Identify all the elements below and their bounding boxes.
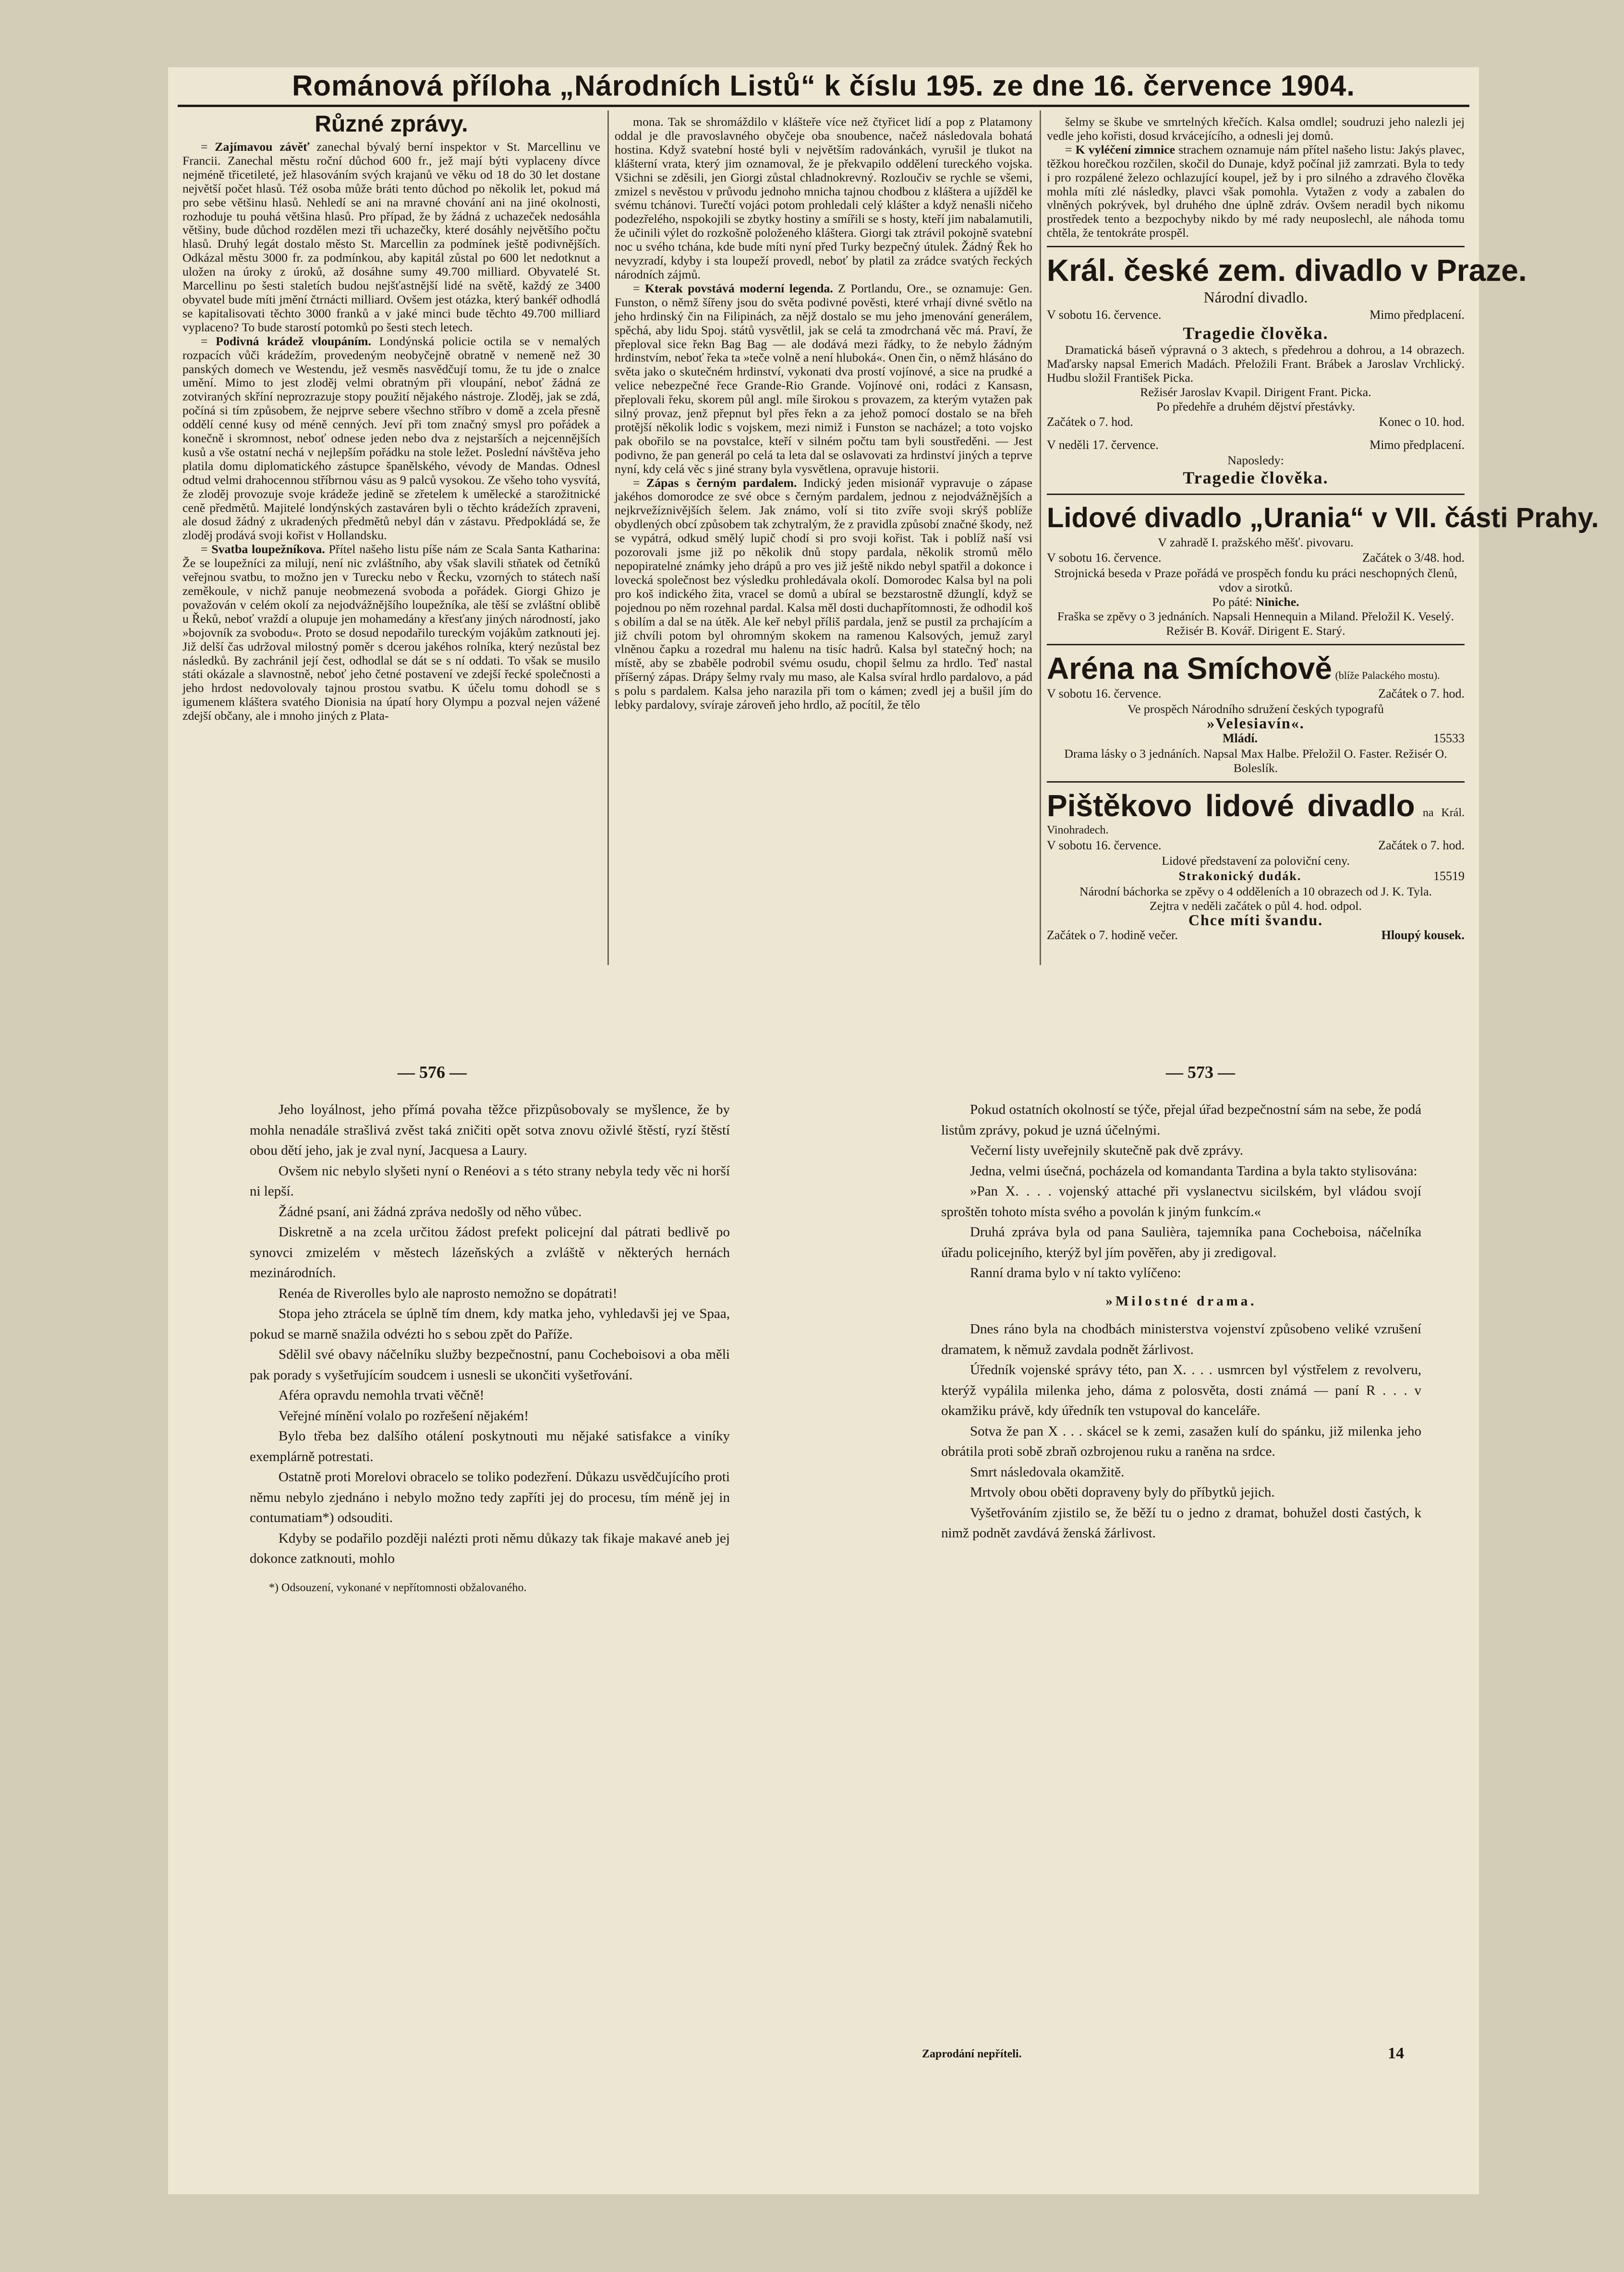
theatre-separator xyxy=(1047,644,1465,645)
evening-start: Začátek o 7. hodině večer. xyxy=(1047,928,1178,942)
column-3-articles xyxy=(1047,115,1465,240)
organizer: Strojnická beseda v Praze pořádá ve prospěch fondu ku práci neschopných členů, vdov a sirotků. xyxy=(1054,566,1457,594)
article-text: strachem oznamuje nám přítel našeho listu: Jakýs plavec, těžkou horečkou rozčilen, skočil do Dunaje, když počínal již zamrzati. Byla to tedy i pro rozpálené železo ochlazující koupel, jež by i pro silného a zdravého člověka mohla míti zlé následky, plavci však pomohla. Vytažen z vody a zabalen do vlněných pokrývek, byl druhého dne úplně zdráv. Ovšem neradil bych nikomu prostředek tento a bezpochyby nikdo by mé rady neuposlechl, ale náhoda tomu chtěla, že tentokráte prospěl. xyxy=(1047,142,1465,240)
page-number-right: — 573 — xyxy=(1166,1063,1235,1082)
lower-left-page xyxy=(250,1100,730,1598)
page-number-left: — 576 — xyxy=(398,1063,467,1082)
price-note: Lidové představení za poloviční ceny. xyxy=(1162,853,1350,868)
performance-date: V sobotu 16. července. xyxy=(1047,838,1162,852)
performance-date-2: V neděli 17. července. xyxy=(1047,437,1159,452)
play-description: Národní báchorka se zpěvy o 4 odděleních a 10 obrazech od J. K. Tyla. xyxy=(1079,884,1432,898)
story-paragraph: Diskretně a na zcela určitou žádost prefekt policejní dal pátrati bedlivě po synovci zmizelém v městech lázeňských a zvláště v některých hernách mezinárodních. xyxy=(250,1224,730,1281)
benefit-note: Ve prospěch Národního sdružení českých typografů xyxy=(1127,701,1384,716)
story-paragraph: Jeho loyálnost, jeho přímá povaha těžce přizpůsobovaly se myšlence, že by mohla nenadále strašlivá zvěst taká zničiti opět sotva znovu oživlé štěstí, ryzí štěstí obou dětí jeho, jak je zval nyní, Jacquesa a Laury. xyxy=(250,1102,730,1158)
start-time: Začátek o 3/48. hod. xyxy=(1362,550,1465,565)
story-paragraph: Dnes ráno byla na chodbách ministerstva vojenství způsobeno veliké vzrušení dramatem, k němuž zavdala podnět žárlivost. xyxy=(941,1321,1421,1357)
story-paragraph: »Pan X. . . . vojenský attaché při vyslanectvu sicilském, byl vládou svojí sproštěn tohoto místa svého a povolán k jiným funkcím.« xyxy=(941,1184,1421,1220)
story-paragraph: Ovšem nic nebylo slyšeti nyní o Renéovi a s této strany nebyla tedy věc ni horší ni lepší. xyxy=(250,1163,730,1199)
theatre-separator xyxy=(1047,781,1465,783)
subscription-note: Mimo předplacení. xyxy=(1369,308,1465,322)
play-title: Niniche. xyxy=(1255,594,1299,609)
venue: V zahradě I. pražského měšť. pivovaru. xyxy=(1158,535,1354,549)
story-paragraph: Ranní drama bylo v ní takto vylíčeno: xyxy=(970,1265,1181,1281)
article-text: Londýnská policie octila se v nemalých rozpacích vůči krádežím, provedeným neobyčejně obratně v nemeně než 30 panských domech ve Westendu, jež vesměs nasvědčují tomu, že tu jde o znalce umění. Mimo to jest zloděj velmi obratným při vloupání, neboť žádná ze zotviraných skříní neprozrazuje stopy použití nějakého nástroje. Zloděj, jak se zdá, počíná si tím způsobem, že nejprve sebere všechno stříbro v domě a zcela přesně oddělí cenné kusy od méně cenných. Jeví při tom značný smysl pro pořádek a konečně i skromnost, neboť odnese jeden nebo dva z nejstarších a nejcennějších kusů a vše ostatní nechá v nejlepším pořádku na stole ležet. Poslední návštěva jeho platila domu diplomatického zástupce španělského, vévody de Mandas. Odnesl odtud velmi drahocennou stříbrnou vásu as 9 palců vysokou. Ze všeho toho vysvítá, že zloděj provozuje svoje krádeže jedině se zřetelem k umělecké a starožitnické ceně předmětů. Majitelé londýnských zastaváren byli o těchto krádežích zpraveni, ale dosud žádný z ukradených předmětů nebyl dán v zástavu. Předpokládá se, že zloděj prodává svoji kořist v Hollandsku. xyxy=(182,334,601,543)
column-divider-1 xyxy=(607,110,609,965)
story-paragraph: Renéa de Riverolles bylo ale naprosto nemožno se dopátrati! xyxy=(279,1285,618,1301)
play-title-2: Tragedie člověka. xyxy=(1183,468,1329,487)
theatre-separator xyxy=(1047,246,1465,247)
sheet-number: 14 xyxy=(1388,2044,1404,2062)
lower-right-page xyxy=(941,1100,1421,1544)
story-paragraph: Veřejné mínění volalo po rozřešení nějakém! xyxy=(279,1408,529,1424)
article-paragraph: = Zápas s černým pardalem. Indický jeden misionář vypravuje o zápase jakéhos domorodce ze své obce s černým pardalem, jednou z nejodvážnějších a nejkrvežíznivějších šelem. Jak známo, volí si tito zvíře svoji skrýš poblíže obydlených obcí způsobem tak zchytralým, že z pravidla způsobí značné škody, než se vypátrá, odkud smělý lupič chodí si pro svoji kořist. Tak i poblíž naší vsi pozorovali jsme již po několik dnů stopy pardala, několik stromů mělo nepopiratelné známky jeho drápů a pro ves již ještě nikdo nebyl spatřil a dokonce i lovecká společnost bez výsledku prohledávala okolí. Domorodec Kalsa byl na poli pro koš indického žita, vracel se domů a ubíral se bezstarostně džunglí, když se pojednou po něm rozehnal pardal. Kalsa měl dosti duchapřítomnosti, že odhodil koš s obilím a dal se na útěk. Ale keř nebyl příliš pardala, jenž se pustil za prchajícím a již chvíli potom byl ohromným skokem na ramenou Kalsových, jemuž zaryl vlněnou čapku a rozedral mu halenu na tisíc hadrů. Kalsa byl statečný hoch; na místě, aby se zbaběle podrobil svému osudu, chopil šelmu za hrdlo. Teď nastal příšerný zápas. Drápy šelmy rvaly mu maso, ale Kalsa svíral hrdlo pardalovo, a pád s polu s pardalem. Kalsa jeho narazila při tom o kámen; zvedl jej a bušil jím do lebky pardalovy, svíraje zároveň jeho hrdlo, až pocítil, že tělo xyxy=(615,475,1032,712)
theatre-title: Aréna na Smíchově xyxy=(1047,651,1332,686)
lower-left-text xyxy=(250,1100,730,1569)
ad-number: 15533 xyxy=(1433,731,1465,745)
article-text: mona. Tak se shromáždilo v klášteře více než čtyřicet lidí a pop z Platamony oddal je dle pravoslavného obyčeje oba snoubence, načež následovala bohatá hostina. Když svatební hosté byli v největším radovánkách, vyrušil je tlukot na klášterní vrata, který jim oznamoval, že je překvapilo oddělení tureckého vojska. Všichni se zděsili, jen Giorgi zůstal chladnokrevný. Rozloučiv se rychle se všemi, zmizel s nevěstou v průvodu jednoho mnicha tajnou chodbou z kláštera a ujížděl ke svému tchánovi. Turečtí vojáci potom prohledali celý klášter a když nenašli ničeho podezřelého, nspokojili se zbytky hostiny a smířili se s hosty, kteří jim nabalamutili, že učinili výlet do rozkošně položeného kláštera. Giorgi tak ztrávil pokojně svatební noc u svého tchána, kde bude míti nyní před Turky bezpečný útulek. Žádný Řek ho nevyzradí, kdyby i sta loupeží provedl, neboť by platil za zrádce svatých řeckých národních zájmů. xyxy=(615,115,1032,281)
column-2-articles xyxy=(615,115,1032,712)
story-paragraph: Druhá zpráva byla od pana Saulièra, tajemníka pana Cocheboisa, náčelníka úřadu policejního, kterýž byl jím pověřen, aby ji zredigoval. xyxy=(941,1224,1421,1260)
subscription-note-2: Mimo předplacení. xyxy=(1369,437,1465,452)
pause-note: Po předehře a druhém dějství přestávky. xyxy=(1156,399,1355,413)
play-title-3: Hloupý kousek. xyxy=(1381,928,1465,942)
chapter-footer: Zaprodání nepříteli. xyxy=(922,2048,1022,2060)
title-note: na Král. Vinohradech. xyxy=(1047,806,1465,836)
article-text: Přítel našeho listu píše nám ze Scala Santa Katharina: Že se loupežníci za milují, není nic zvláštního, aby však slavili stňatek od četníků veřejnou svatbu, to možno jen v Turecku nebo v Řecku, vzorných to státech naší zeměkoule, v nichž panuje neobmezená svoboda a pořádek. Giorgi Ghizo je považován v celém okolí za nejodvážnějšího loupežníka, ale těší se zvláštní oblibě u Řeků, neboť vraždí a olupuje jen mohamedány a křesťany jiných národností, jako »bojovník za svobodu«. Proto se dosud nepodařilo tureckým vojákům zatknouti jej. Již delší čas udržoval milostný poměr s dcerou jakéhos rolníka, který nezůstal bez následků. By zachránil její čest, odhodlal se dát se s ní oddati. To však se musilo státi okázale a slavnostně, neboť jeho četné postavení ve zdejší řecké společnosti a jeho hrdost nedovolovaly tajnou prostou svatbu. K účelu tomu dohodl se s igumenem kláštera svatého Dionisia na úpatí hory Olympu a pozval nejen vážené zdejší občany, ale i mnoho jiných z Plata- xyxy=(182,542,600,723)
section-title: Různé zprávy. xyxy=(315,111,468,137)
article-heading: K vyléčení zimnice xyxy=(1075,142,1176,157)
story-paragraph: Žádné psaní, ani žádná zpráva nedošly od něho vůbec. xyxy=(279,1204,582,1220)
article-text: Indický jeden misionář vypravuje o zápase jakéhos domorodce ze své obce s černým pardalem, jednou z nejodvážnějších a nejkrvežíznivějších šelem. Jak známo, volí si tito zvíře svoji skrýš poblíže obydlených obcí způsobem tak zchytralým, že z pravidla způsobí značné škody, než se vypátrá, odkud smělý lupič chodí si pro svoji kořist. Tak i poblíž naší vsi pozorovali jsme již po několik dnů stopy pardala, několik stromů mělo nepopiratelné známky jeho drápů a pro ves již ještě nikdo nebyl spatřil a dokonce i lovecká společnost bez výsledku prohledávala okolí. Domorodec Kalsa byl na poli pro koš indického žita, vracel se domů a ubíral se bezstarostně džunglí, když se pojednou po něm rozehnal pardal. Kalsa měl dosti duchapřítomnosti, že odhodil koš s obilím a dal se na útěk. Ale keř nebyl příliš pardala, jenž se pustil za prchajícím a již chvíli potom byl ohromným skokem na ramenou Kalsových, jemuž zaryl vlněnou čapku a rozedral mu halenu na tisíc hadrů. Kalsa byl statečný hoch; na místě, aby se zbaběle podrobil svému osudu, chopil šelmu za hrdlo. Teď nastal příšerný zápas. Drápy šelmy rvaly mu maso, ale Kalsa svíral hrdlo pardalovo, a pád s polu s pardalem. Kalsa jeho narazila při tom o kámen; zvedl jej a bušil jím do lebky pardalovy, svíraje zároveň jeho hrdlo, až pocítil, že tělo xyxy=(615,475,1032,712)
ad-number: 15519 xyxy=(1433,869,1465,883)
play-title-2: Chce míti švandu. xyxy=(1188,911,1323,929)
article-text: zanechal bývalý berní inspektor v St. Marcellinu ve Francii. Zanechal městu roční důchod 600 fr., jež mají býti vyplaceny dívce nejméně třicetileté, jež hlasováním svých krajanů ve věku od 18 do 30 let dostane největší počet hlasů. Též osoba může bráti tento důchod po několik let, pokud má pro sebe většinu hlasů. Nehledí se ani na mravné chování ani na jiné okolnosti, rozhoduje tu pouhá většina hlasů. Pro případ, že by žádná z uchazeček nedosáhla většiny, bude důchod rozdělen mezi tři uchazečky, které dosáhly největšího počtu hlasů. Druhý legát dostalo město St. Marcellin za podmínek ještě podivnějších. Odkázal městu 3000 fr. za podmínkou, aby kapitál zůstal po 600 let nedotknut a uložen na úroky z úroků, až dosáhne sumy 49.700 milliard. Obyvatelé St. Marcellinu po šesti staletích budou nejšťastnější lidé na světě, každý ze 3400 obyvatel bude míti jmění čtrnácti milliard. Ovšem jest otázka, který bankéř odhodlá se kapitalisovati těchto 3000 franků a v jaké minci bude těchto 49.700 milliard vyplaceno? To bude starostí potomků po šesti stech letech. xyxy=(182,140,601,334)
theatre-urania xyxy=(1047,501,1599,638)
article-paragraph: = Podivná krádež vloupáním. Londýnská policie octila se v nemalých rozpacích vůči krádežím, provedeným neobyčejně obratně v nemeně než 30 panských domech ve Westendu, jež vesměs nasvědčují tomu, že tu jde o znalce umění. Mimo to jest zloděj velmi obratným při vloupání, neboť žádná ze zotviraných skříní neprozrazuje stopy použití nějakého nástroje. Zloděj, jak se zdá, počíná si tím způsobem, že nejprve sebere všechno stříbro v domě a zcela přesně oddělí cenné kusy od méně cenných. Jeví při tom značný smysl pro pořádek a konečně i skromnost, neboť odnese jeden nebo dva z nejstarších a nejcennějších kusů a vše ostatní nechá v nejlepším pořádku na stole ležet. Poslední návštěva jeho platila domu diplomatického zástupce španělského, vévody de Mandas. Odnesl odtud velmi drahocennou stříbrnou vásu as 9 palců vysokou. Ze všeho toho vysvítá, že zloděj provozuje svoje krádeže jedině se zřetelem k umělecké a starožitnické ceně předmětů. Majitelé londýnských zastaváren byli o těchto krádežích zpraveni, ale dosud žádný z ukradených předmětů nebyl dán v zástavu. Předpokládá se, že zloděj prodává svoji kořist v Hollandsku. xyxy=(182,334,601,543)
story-paragraph: Pokud ostatních okolností se týče, přejal úřad bezpečnostní sám na sebe, že podá listům zprávy, pokud je uzná účelnými. xyxy=(941,1102,1421,1138)
footnote: *) Odsouzení, vykonané v nepřítomnosti obžalovaného. xyxy=(269,1581,527,1594)
article-paragraph: = Zajímavou závěť zanechal bývalý berní inspektor v St. Marcellinu ve Francii. Zanechal městu roční důchod 600 fr., jež mají býti vyplaceny dívce nejméně třicetileté, jež hlasováním svých krajanů ve věku od 18 do 30 let dostane největší počet hlasů. Též osoba může bráti tento důchod po několik let, pokud má pro sebe většinu hlasů. Nehledí se ani na mravné chování ani na jiné okolnosti, rozhoduje tu pouhá většina hlasů. Pro případ, že by žádná z uchazeček nedosáhla většiny, bude důchod rozdělen mezi tři uchazečky, které dosáhly největšího počtu hlasů. Druhý legát dostalo město St. Marcellin za podmínek ještě podivnějších. Odkázal městu 3000 fr. za podmínkou, aby kapitál zůstal po 600 let nedotknut a uložen na úroky z úroků, až dosáhne sumy 49.700 milliard. Obyvatelé St. Marcellinu po šesti staletích budou nejšťastnější lidé na světě, každý ze 3400 obyvatel bude míti jmění čtrnácti milliard. Ovšem jest otázka, který bankéř odhodlá se kapitalisovati těchto 3000 franků a v jaké minci bude těchto 49.700 milliard vyplaceno? To bude starostí potomků po šesti stech letech. xyxy=(182,140,601,334)
play-description: Dramatická báseň výpravná o 3 aktech, s předehrou a dohrou, a 14 obrazech. Maďarsky napsal Emerich Madách. Přeložili Frant. Brábek a Jaroslav Vrchlický. Hudbu složil František Picka. xyxy=(1047,343,1465,385)
start-time: Začátek o 7. hod. xyxy=(1047,414,1133,429)
article-paragraph xyxy=(1047,115,1465,143)
story-paragraph: Sotva že pan X . . . skácel se k zemi, zasažen kulí do spánku, již milenka jeho obrátila proti sobě zbraň ozbrojenou ruku a raněna na srdce. xyxy=(941,1423,1421,1459)
column-3 xyxy=(1047,115,1599,943)
play-description: Fraška se zpěvy o 3 jednáních. Napsali Hennequin a Miland. Přeložil K. Veselý. Režisér B. Kovář. Dirigent E. Starý. xyxy=(1057,609,1454,638)
article-heading: Svatba loupežníkova. xyxy=(211,542,325,556)
last-performance: Naposledy: xyxy=(1227,453,1284,467)
article-heading: Zajímavou závěť xyxy=(215,140,310,154)
article-text: Z Portlandu, Ore., se oznamuje: Gen. Funston, o němž šířeny jsou do světa podivné pověsti, které vrhají divné světlo na jeho hrdinský čin na Filipinách, za nějž dostalo se mu jeho jmenování generálem, spěchá, aby lidu Spoj. států vysvětlil, jak se celá ta zmodrchaná věc má. Praví, že přeploval sice řekn Bag Bag — ale dodává mezi řádky, to že nebylo žádným hrdinstvím, neboť řeka ta »teče volně a není hluboká«. Onen čin, o němž hlásáno do světa jako o skutečném hrdinství, vykonati dva prostí vojínové, a sice na prudké a velice nebezpečné řece Grande-Rio Grande. Vojínové oni, rodáci z Kansasn, přeplovali řeku, skorem půl angl. míle širokou s provazem, za kterým vytažen pak silný provaz, jenž přepnut byl přes řekn a za jehož pomocí dostalo se na břeh protější několik lodic s vojskem, mezi nimiž i Funston se nacházel; a toto vojsko pak obořilo se na povstalce, kteří v silném počtu tam byli soustředěni. — Jest podivno, že pan generál po celá ta leta dal se oslavovati za hrdinství jiných a teprve nyní, kdy celá věc s jiné strany byla vysvětlena, opravuje historii. xyxy=(615,281,1032,476)
story-paragraph: Úředník vojenské správy této, pan X. . . . usmrcen byl výstřelem z revolveru, kterýž vypálila milenka jeho, dáma z polosvěta, dosti známá — paní R . . . v okamžiku právě, kdy úředník ten vstupoval do kanceláře. xyxy=(941,1362,1421,1418)
article-paragraph: = Kterak povstává moderní legenda. Z Portlandu, Ore., se oznamuje: Gen. Funston, o němž šířeny jsou do světa podivné pověsti, které vrhají divné světlo na jeho hrdinský čin na Filipinách, za nějž dostalo se mu jeho jmenování generálem, spěchá, aby lidu Spoj. států vysvětlil, jak se celá ta zmodrchaná věc má. Praví, že přeploval sice řekn Bag Bag — ale dodává mezi řádky, to že nebylo žádným hrdinstvím, neboť řeka ta »teče volně a není hluboká«. Onen čin, o němž hlásáno do světa jako o skutečném hrdinství, vykonati dva prostí vojínové, a sice na prudké a velice nebezpečné řece Grande-Rio Grande. Vojínové oni, rodáci z Kansasn, přeplovali řeku, skorem půl angl. míle širokou s provazem, za kterým vytažen pak silný provaz, jenž přepnut byl přes řekn a za jehož pomocí dostalo se na břeh protější několik lodic s vojskem, mezi nimiž i Funston se nacházel; a toto vojsko pak obořilo se na povstalce, kteří v silném počtu tam byli soustředěni. — Jest podivno, že pan generál po celá ta leta dal se oslavovati za hrdinství jiných a teprve nyní, kdy celá věc s jiné strany byla vysvětlena, opravuje historii. xyxy=(615,281,1032,476)
theatre-pistek xyxy=(1047,788,1465,943)
end-time: Konec o 10. hod. xyxy=(1379,414,1465,429)
article-paragraph: = K vyléčení zimnice strachem oznamuje nám přítel našeho listu: Jakýs plavec, těžkou horečkou rozčilen, skočil do Dunaje, když počínal již zamrzati. Byla to tedy i pro rozpálené železo ochlazující koupel, jež by i pro silného a zdravého člověka mohla míti zlé následky, plavci však pomohla. Vytažen z vody a zabalen do vlněných pokrývek, byl druhého dne úplně zdráv. Ovšem neradil bych nikomu prostředek tento a bezpochyby nikdo by mé rady neuposlechl, ale náhoda tomu chtěla, že tentokráte prospěl. xyxy=(1047,142,1465,240)
theatre-national xyxy=(1047,253,1527,488)
story-paragraph: Bylo třeba bez dalšího otálení poskytnouti mu nějaké satisfakce a viníky exemplárně potrestati. xyxy=(250,1428,730,1464)
article-paragraph: = Svatba loupežníkova. Přítel našeho listu píše nám ze Scala Santa Katharina: Že se loupežníci za milují, není nic zvláštního, aby však slavili stňatek od četníků veřejnou svatbu, to možno jen v Turecku nebo v Řecku, vzorných to státech naší zeměkoule, v nichž panuje neobmezená svoboda a pořádek. Giorgi Ghizo je považován v celém okolí za nejodvážnějšího loupežníka, ale těší se zvláštní oblibě u Řeků, neboť vraždí a olupuje jen mohamedány a křesťany jiných národností, jako »bojovník za svobodu«. Proto se dosud nepodařilo tureckým vojákům zatknouti jej. Již delší čas udržoval milostný poměr s dcerou jakéhos rolníka, který nezůstal bez následků. By zachránil její čest, odhodlal se dát se s ní oddati. To však se musilo státi okázale a slavnostně, neboť jeho četné postavení ve zdejší řecké společnosti a jeho hrdost nedovolovaly tajnou prostou svatbu. K účelu tomu dohodl se s igumenem kláštera svatého Dionisia na úpatí hory Olympu a pozval nejen vážené zdejší občany, ale i mnoho jiných z Plata- xyxy=(182,542,600,723)
director: Režisér Jaroslav Kvapil. Dirigent Frant. Picka. xyxy=(1140,385,1371,399)
theatre-smichov xyxy=(1047,651,1465,775)
lower-right-text-2 xyxy=(941,1319,1421,1544)
theatre-title: Král. české zem. divadlo v Praze. xyxy=(1047,253,1527,288)
theatre-separator xyxy=(1047,494,1465,495)
story-paragraph: Ostatně proti Morelovi obracelo se toliko podezření. Důkazu usvědčujícího proti němu nebylo zjednáno i nebylo možno tedy zapříti jej do procesu, tím méně jej in contumatiam*) odsouditi. xyxy=(250,1469,730,1525)
story-paragraph: Sdělil své obavy náčelníku služby bezpečnostní, panu Cocheboisovi a oba měli pak porady s vyšetřujícím soudcem i usnesli se ukončiti vyšetřování. xyxy=(250,1347,730,1383)
header-rule xyxy=(178,105,1469,107)
story-paragraph: Vyšetřováním zjistilo se, že běží tu o jedno z dramat, bohužel dosti častých, k nimž podnět zavdává ženská žárlivost. xyxy=(941,1505,1421,1541)
organization: »Velesiavín«. xyxy=(1207,714,1305,732)
lower-right-text xyxy=(941,1100,1421,1283)
column-divider-2 xyxy=(1040,110,1041,965)
article-paragraph xyxy=(615,115,1032,282)
fifth-note: Po páté: xyxy=(1212,594,1253,609)
column-1 xyxy=(182,111,600,723)
story-paragraph: Kdyby se podařilo později nalézti proti němu důkazy tak fikaje makavé aneb jej dokonce zatknouti, mohlo xyxy=(250,1530,730,1566)
article-heading: Kterak povstává moderní legenda. xyxy=(645,281,833,295)
theatre-subtitle: Národní divadlo. xyxy=(1203,289,1308,306)
play-title: Mládí. xyxy=(1223,731,1258,745)
article-heading: Podivná krádež vloupáním. xyxy=(216,334,371,348)
performance-date: V sobotu 16. července. xyxy=(1047,686,1162,701)
performance-date: V sobotu 16. července. xyxy=(1047,308,1162,322)
theatre-title: Lidové divadlo „Urania“ v VII. části Prahy. xyxy=(1047,502,1599,533)
newspaper-sheet xyxy=(168,67,1599,2194)
column-2 xyxy=(615,115,1032,712)
article-heading: Zápas s černým pardalem. xyxy=(646,475,797,490)
story-paragraph: Aféra opravdu nemohla trvati věčně! xyxy=(279,1388,485,1403)
performance-date: V sobotu 16. července. xyxy=(1047,550,1162,565)
story-paragraph: Mrtvoly obou oběti dopraveny byly do příbytků jejich. xyxy=(970,1485,1275,1500)
theatre-title: Pištěkovo lidové divadlo xyxy=(1047,788,1415,823)
story-paragraph: Jedna, velmi úsečná, pocházela od komandanta Tardina a byla takto stylisována: xyxy=(970,1163,1418,1179)
sunday-note: Zejtra v neděli začátek o půl 4. hod. odpol. xyxy=(1150,898,1362,913)
page-header: Románová příloha „Národních Listů“ k číslu 195. ze dne 16. července 1904. xyxy=(292,70,1355,102)
play-description: Drama lásky o 3 jednáních. Napsal Max Halbe. Přeložil O. Faster. Režisér O. Boleslík. xyxy=(1064,746,1447,775)
article-text: šelmy se škube ve smrtelných křečích. Kalsa omdlel; soudruzi jeho nalezli jej vedle jeho kořisti, dosud krvácejícího, a odnesli jej domů. xyxy=(1047,115,1465,143)
column-1-articles xyxy=(182,140,600,723)
story-paragraph: Večerní listy uveřejnily skutečně pak dvě zprávy. xyxy=(970,1143,1244,1158)
drama-heading: »Milostné drama. xyxy=(1105,1293,1257,1309)
title-note: (blíže Palackého mostu). xyxy=(1335,669,1440,681)
start-time: Začátek o 7. hod. xyxy=(1378,838,1465,852)
story-paragraph: Stopa jeho ztrácela se úplně tím dnem, kdy matka jeho, vyhledavši jej ve Spaa, pokud se marně snažila odvézti ho s sebou zpět do Paříže. xyxy=(250,1306,730,1342)
story-paragraph: Smrt následovala okamžitě. xyxy=(970,1464,1125,1480)
play-title: Tragedie člověka. xyxy=(1183,324,1329,343)
play-title: Strakonický dudák. xyxy=(1178,869,1302,883)
start-time: Začátek o 7. hod. xyxy=(1378,686,1465,701)
